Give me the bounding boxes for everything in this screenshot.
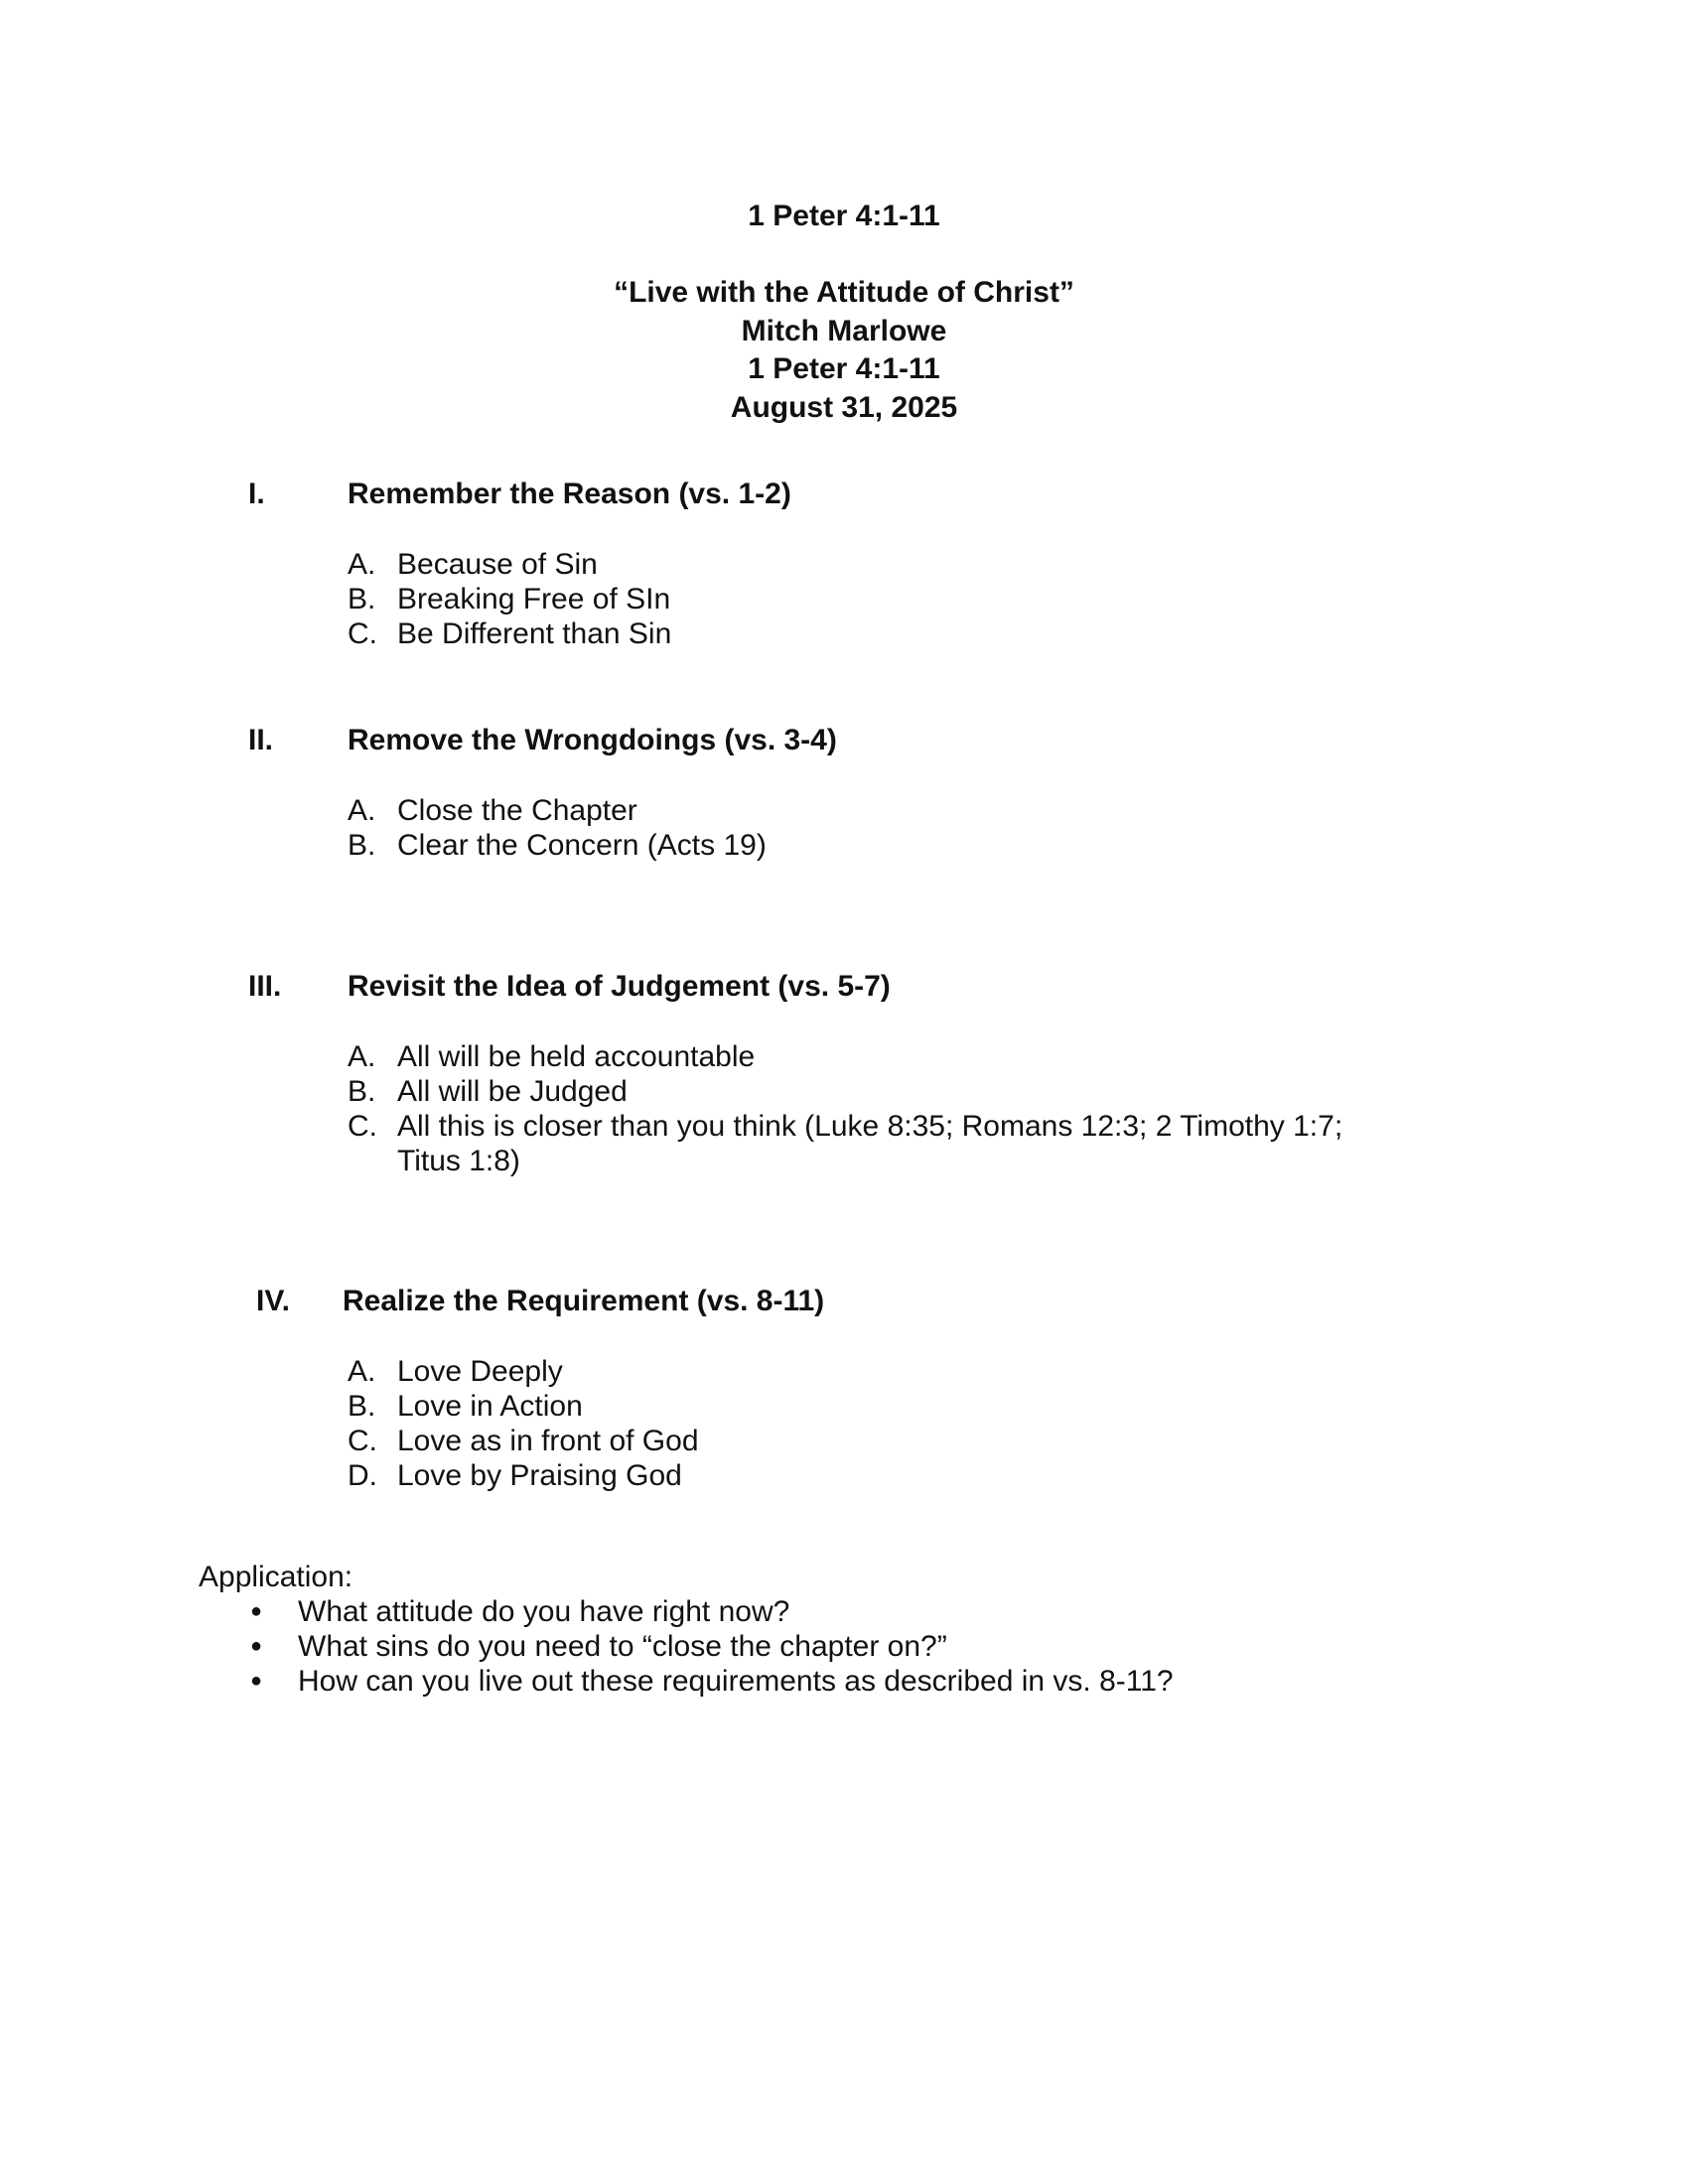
- sermon-title: “Live with the Attitude of Christ”: [614, 276, 1074, 309]
- bullet-text: What attitude do you have right now?: [298, 1595, 790, 1628]
- item-letter: B.: [348, 829, 376, 862]
- section-title: Remember the Reason (vs. 1-2): [348, 478, 791, 510]
- bullet-icon: ●: [250, 1635, 263, 1657]
- item-text: Love as in front of God: [397, 1425, 699, 1457]
- sermon-header: [0, 274, 1688, 427]
- speaker-name: Mitch Marlowe: [741, 314, 947, 347]
- scripture-reference: 1 Peter 4:1-11: [748, 352, 940, 385]
- item-text: Be Different than Sin: [397, 617, 672, 650]
- top-reference: [0, 198, 1688, 236]
- application-bullets: [199, 1594, 1489, 1699]
- item-letter: A.: [348, 548, 376, 581]
- section-numeral: IV.: [256, 1285, 290, 1317]
- bullet-text: How can you live out these requirements as described in vs. 8-11?: [298, 1665, 1174, 1698]
- item-letter: A.: [348, 1040, 376, 1073]
- item-letter: C.: [348, 1110, 377, 1143]
- item-text: All will be Judged: [397, 1075, 628, 1108]
- item-letter: C.: [348, 617, 377, 650]
- application-section: [199, 1560, 1489, 1699]
- list-item: [348, 1389, 1390, 1424]
- list-item: [348, 1039, 1390, 1074]
- section-numeral: I.: [248, 478, 265, 510]
- item-text: Love by Praising God: [397, 1459, 682, 1492]
- item-text: Because of Sin: [397, 548, 598, 581]
- section-numeral: II.: [248, 724, 274, 756]
- section-items: [348, 793, 1390, 863]
- section-numeral: III.: [248, 970, 282, 1003]
- section-items: [348, 1354, 1390, 1493]
- list-item: [348, 1424, 1390, 1458]
- list-item: [348, 616, 1390, 651]
- item-text: Breaking Free of SIn: [397, 583, 671, 615]
- bullet-icon: ●: [250, 1600, 263, 1622]
- list-item: [199, 1629, 1489, 1664]
- list-item: [348, 1458, 1390, 1493]
- item-letter: D.: [348, 1459, 377, 1492]
- bullet-text: What sins do you need to “close the chapter on?”: [298, 1630, 947, 1663]
- list-item: [348, 582, 1390, 616]
- list-item: [348, 1109, 1390, 1178]
- item-letter: A.: [348, 794, 376, 827]
- item-text: Clear the Concern (Acts 19): [397, 829, 767, 862]
- list-item: [348, 547, 1390, 582]
- list-item: [348, 828, 1390, 863]
- section-title: Remove the Wrongdoings (vs. 3-4): [348, 724, 837, 756]
- application-label: Application:: [199, 1561, 353, 1593]
- list-item: [199, 1594, 1489, 1629]
- item-letter: B.: [348, 1390, 376, 1423]
- item-letter: B.: [348, 1075, 376, 1108]
- item-text: Love in Action: [397, 1390, 583, 1423]
- section-title: Revisit the Idea of Judgement (vs. 5-7): [348, 970, 891, 1003]
- item-text: Close the Chapter: [397, 794, 637, 827]
- sermon-date: August 31, 2025: [730, 390, 958, 424]
- section-items: [348, 1039, 1390, 1178]
- item-text: All this is closer than you think (Luke 8:35; Romans 12:3; 2 Timothy 1:7; Titus 1:8): [397, 1110, 1343, 1177]
- bullet-icon: ●: [250, 1670, 263, 1692]
- item-text: Love Deeply: [397, 1355, 563, 1388]
- section-items: [348, 547, 1390, 651]
- list-item: [199, 1664, 1489, 1699]
- item-letter: C.: [348, 1425, 377, 1457]
- list-item: [348, 1074, 1390, 1109]
- section-title: Realize the Requirement (vs. 8-11): [343, 1285, 825, 1317]
- item-letter: A.: [348, 1355, 376, 1388]
- list-item: [348, 793, 1390, 828]
- item-text: All will be held accountable: [397, 1040, 756, 1073]
- list-item: [348, 1354, 1390, 1389]
- item-letter: B.: [348, 583, 376, 615]
- top-reference-text: 1 Peter 4:1-11: [748, 200, 940, 232]
